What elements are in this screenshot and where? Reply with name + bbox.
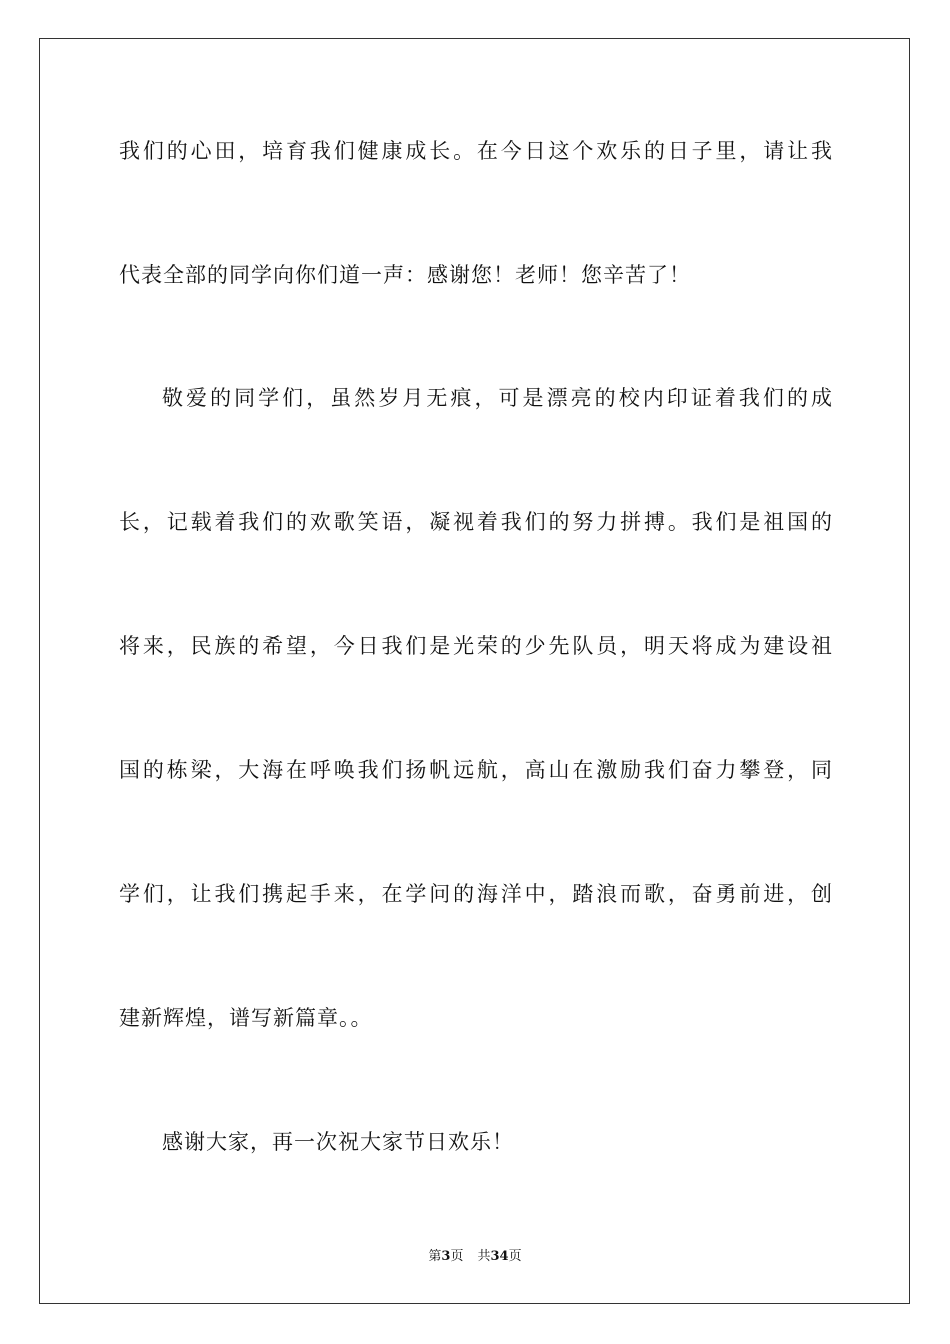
total-prefix: 共 [477, 1249, 491, 1264]
total-suffix: 页 [508, 1249, 522, 1264]
page-number: 3 [441, 1249, 451, 1264]
paragraph-line-2: 代表全部的同学向你们道一声：感谢您！老师！您辛苦了！ [119, 263, 691, 287]
paragraph-line-5: 将来，民族的希望，今日我们是光荣的少先队员，明天将成为建设祖 [119, 634, 833, 658]
page-suffix: 页 [450, 1249, 464, 1264]
paragraph-line-9: 感谢大家，再一次祝大家节日欢乐！ [162, 1130, 514, 1154]
paragraph-line-7: 学们，让我们携起手来，在学问的海洋中，踏浪而歌，奋勇前进，创 [119, 882, 833, 906]
paragraph-line-1: 我们的心田，培育我们健康成长。在今日这个欢乐的日子里，请让我 [119, 139, 833, 163]
page-border [39, 38, 910, 1304]
paragraph-line-3: 敬爱的同学们，虽然岁月无痕，可是漂亮的校内印证着我们的成 [162, 386, 833, 410]
page-prefix: 第 [428, 1249, 442, 1264]
paragraph-line-6: 国的栋梁，大海在呼唤我们扬帆远航，高山在激励我们奋力攀登，同 [119, 758, 833, 782]
paragraph-line-4: 长，记载着我们的欢歌笑语，凝视着我们的努力拼搏。我们是祖国的 [119, 510, 833, 534]
page-footer [0, 1248, 950, 1266]
total-pages: 34 [490, 1249, 509, 1264]
paragraph-line-8: 建新辉煌，谱写新篇章。。 [119, 1006, 373, 1030]
